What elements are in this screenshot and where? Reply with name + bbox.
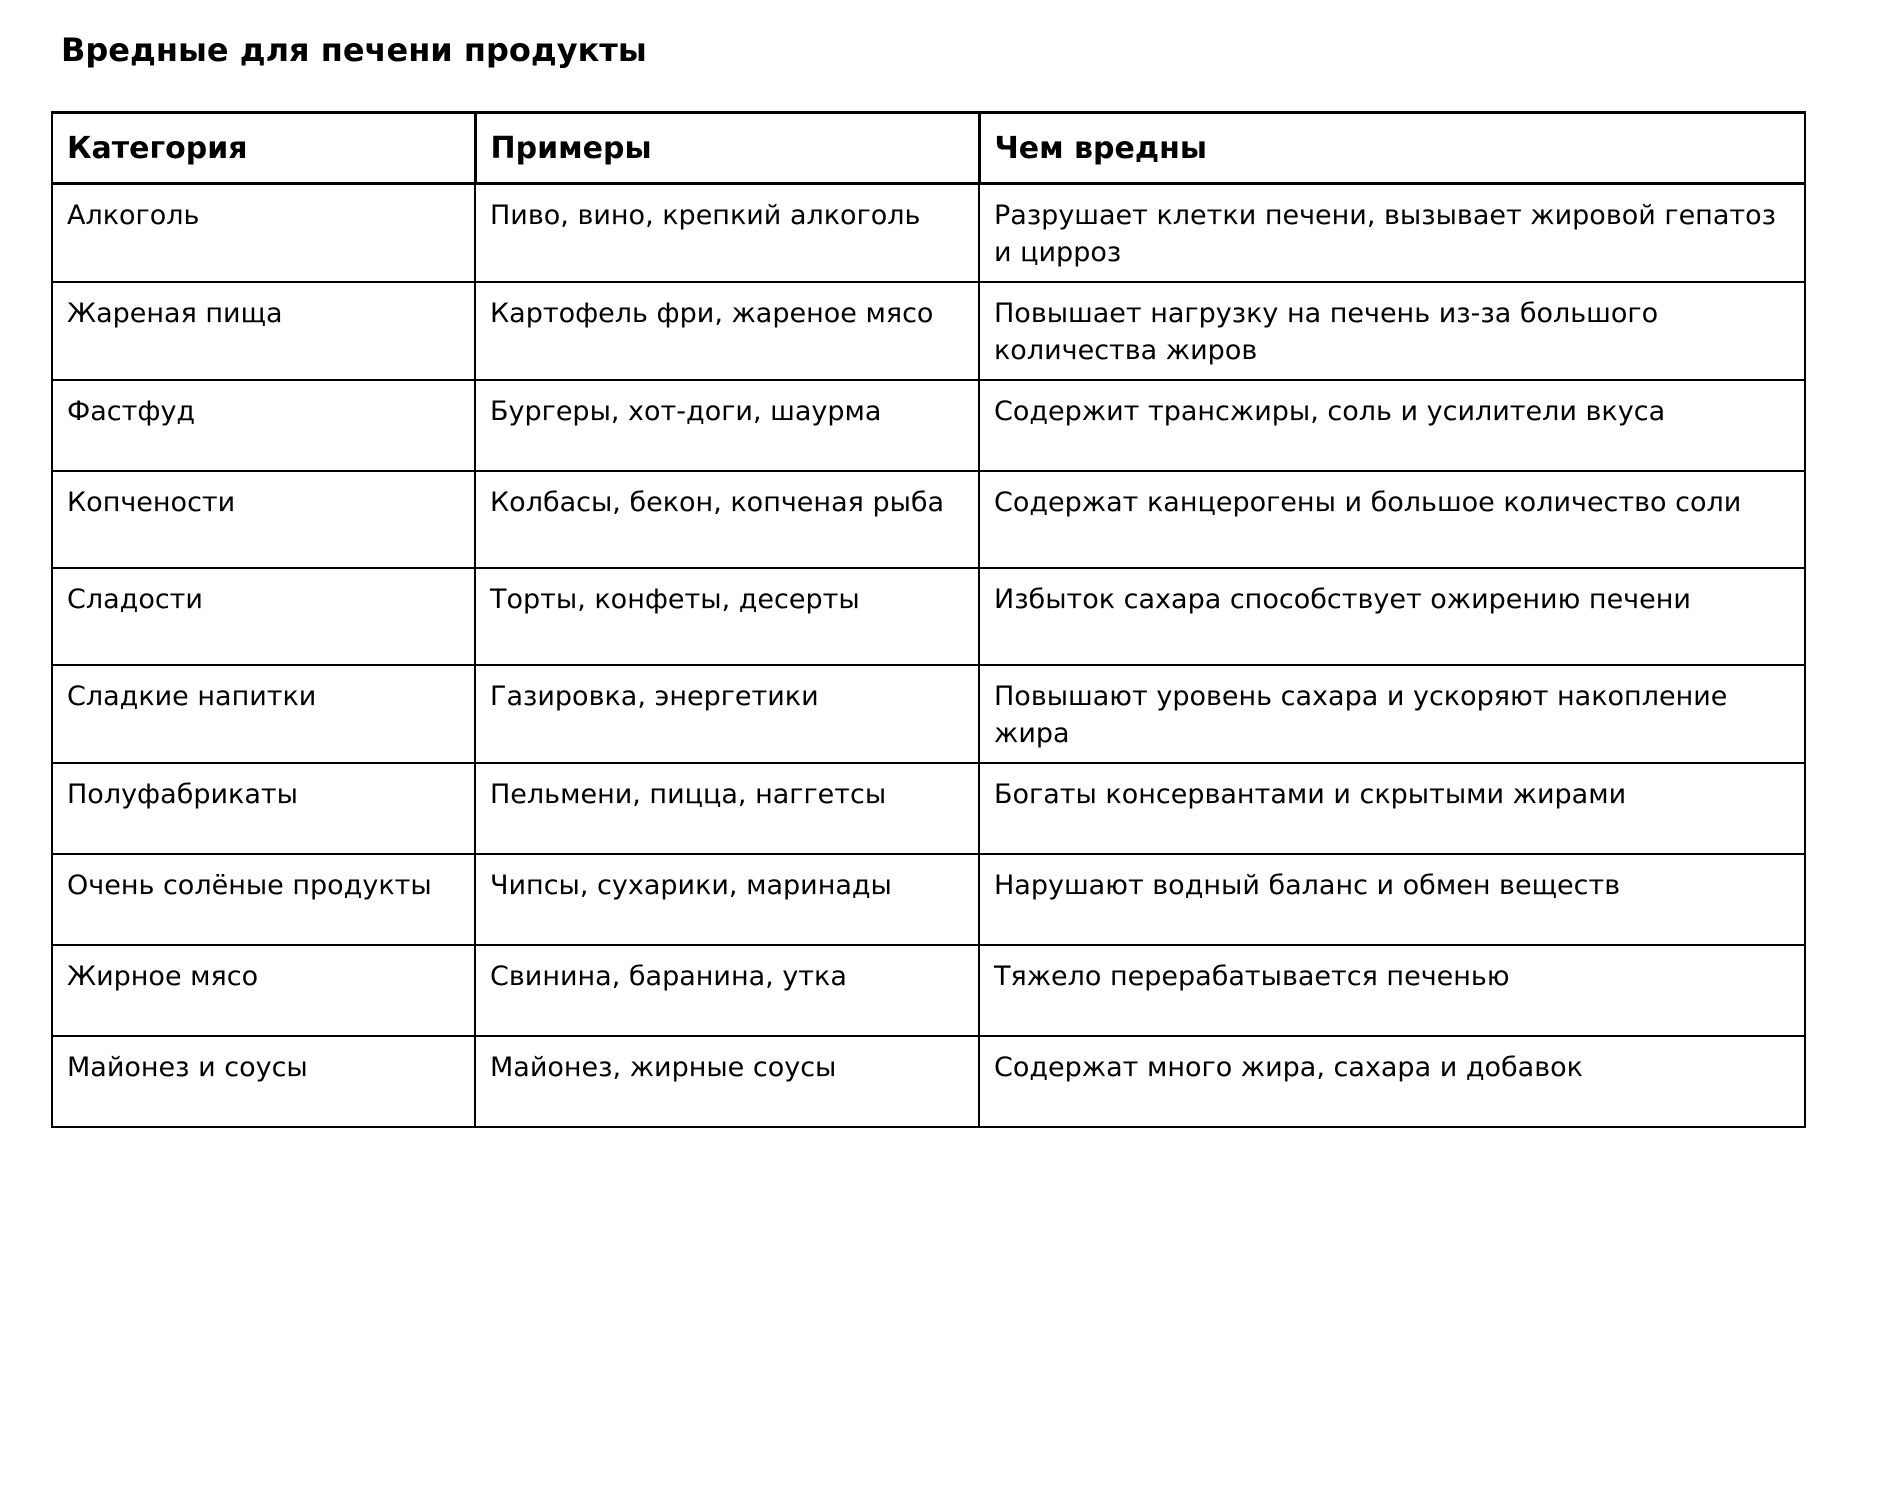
table-row xyxy=(52,380,1805,471)
cell-examples: Картофель фри, жареное мясо xyxy=(475,282,979,380)
cell-harm: Содержат канцерогены и большое количество соли xyxy=(979,471,1805,568)
header-harm: Чем вредны xyxy=(979,113,1805,184)
cell-harm: Богаты консервантами и скрытыми жирами xyxy=(979,763,1805,854)
table-row xyxy=(52,184,1805,283)
table-row xyxy=(52,945,1805,1036)
page-title: Вредные для печени продукты xyxy=(61,31,647,69)
cell-category: Алкоголь xyxy=(52,184,475,283)
cell-category: Очень солёные продукты xyxy=(52,854,475,945)
cell-examples: Колбасы, бекон, копченая рыба xyxy=(475,471,979,568)
cell-category: Полуфабрикаты xyxy=(52,763,475,854)
cell-examples: Бургеры, хот-доги, шаурма xyxy=(475,380,979,471)
header-examples: Примеры xyxy=(475,113,979,184)
cell-harm: Разрушает клетки печени, вызывает жировой гепатоз и цирроз xyxy=(979,184,1805,283)
cell-examples: Пиво, вино, крепкий алкоголь xyxy=(475,184,979,283)
cell-harm: Содержат много жира, сахара и добавок xyxy=(979,1036,1805,1127)
cell-harm: Избыток сахара способствует ожирению печени xyxy=(979,568,1805,665)
table-row xyxy=(52,763,1805,854)
table-row xyxy=(52,471,1805,568)
table-row xyxy=(52,1036,1805,1127)
cell-harm: Повышает нагрузку на печень из-за большого количества жиров xyxy=(979,282,1805,380)
cell-category: Сладости xyxy=(52,568,475,665)
table-header-row xyxy=(52,113,1805,184)
header-category: Категория xyxy=(52,113,475,184)
cell-category: Сладкие напитки xyxy=(52,665,475,763)
cell-harm: Тяжело перерабатывается печенью xyxy=(979,945,1805,1036)
cell-category: Жирное мясо xyxy=(52,945,475,1036)
harmful-foods-table xyxy=(51,111,1806,1128)
table-row xyxy=(52,665,1805,763)
cell-harm: Повышают уровень сахара и ускоряют накопление жира xyxy=(979,665,1805,763)
cell-category: Копчености xyxy=(52,471,475,568)
cell-category: Майонез и соусы xyxy=(52,1036,475,1127)
cell-examples: Пельмени, пицца, наггетсы xyxy=(475,763,979,854)
table-row xyxy=(52,854,1805,945)
table-row xyxy=(52,568,1805,665)
cell-examples: Торты, конфеты, десерты xyxy=(475,568,979,665)
table-row xyxy=(52,282,1805,380)
cell-examples: Газировка, энергетики xyxy=(475,665,979,763)
cell-examples: Свинина, баранина, утка xyxy=(475,945,979,1036)
cell-examples: Майонез, жирные соусы xyxy=(475,1036,979,1127)
cell-examples: Чипсы, сухарики, маринады xyxy=(475,854,979,945)
cell-harm: Содержит трансжиры, соль и усилители вкуса xyxy=(979,380,1805,471)
cell-category: Жареная пища xyxy=(52,282,475,380)
cell-category: Фастфуд xyxy=(52,380,475,471)
cell-harm: Нарушают водный баланс и обмен веществ xyxy=(979,854,1805,945)
